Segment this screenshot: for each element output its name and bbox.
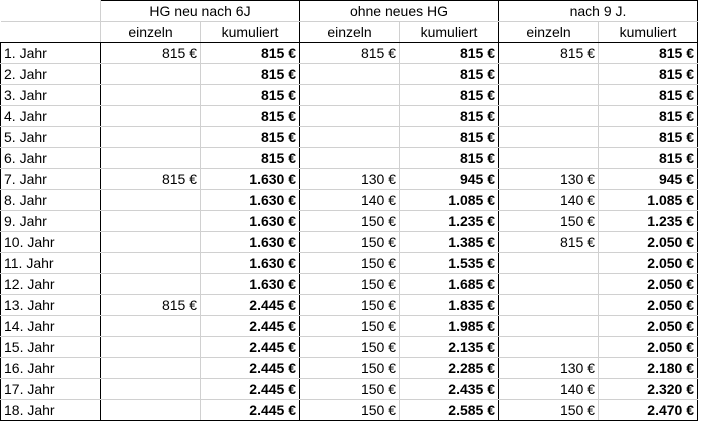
- row-label[interactable]: 5. Jahr: [1, 127, 101, 148]
- cell-kumuliert[interactable]: 815 €: [400, 127, 499, 148]
- cell-einzeln[interactable]: 815 €: [101, 169, 201, 190]
- table-row: [1, 316, 698, 337]
- row-label[interactable]: 2. Jahr: [1, 64, 101, 85]
- cell-kumuliert[interactable]: 2.320 €: [599, 379, 698, 400]
- cell-kumuliert[interactable]: 2.445 €: [201, 379, 300, 400]
- row-label[interactable]: 16. Jahr: [1, 358, 101, 379]
- subheader-kumuliert[interactable]: kumuliert: [599, 22, 698, 43]
- cell-kumuliert[interactable]: 2.445 €: [201, 337, 300, 358]
- table-row: [1, 64, 698, 85]
- cell-einzeln[interactable]: 150 €: [300, 211, 400, 232]
- cell-kumuliert[interactable]: 2.050 €: [599, 232, 698, 253]
- cell-einzeln[interactable]: [499, 127, 599, 148]
- cell-einzeln[interactable]: [499, 148, 599, 169]
- cell-einzeln[interactable]: 150 €: [499, 400, 599, 421]
- cell-einzeln[interactable]: 130 €: [499, 169, 599, 190]
- table-row: [1, 232, 698, 253]
- cell-einzeln[interactable]: [101, 211, 201, 232]
- cell-kumuliert[interactable]: 1.535 €: [400, 253, 499, 274]
- table-row: [1, 211, 698, 232]
- cell-kumuliert[interactable]: 815 €: [201, 43, 300, 64]
- cell-kumuliert[interactable]: 2.585 €: [400, 400, 499, 421]
- cell-einzeln[interactable]: 815 €: [499, 43, 599, 64]
- row-label[interactable]: 1. Jahr: [1, 43, 101, 64]
- cell-kumuliert[interactable]: 2.445 €: [201, 400, 300, 421]
- cell-einzeln[interactable]: [101, 379, 201, 400]
- cell-kumuliert[interactable]: 815 €: [400, 43, 499, 64]
- subheader-kumuliert[interactable]: kumuliert: [400, 22, 499, 43]
- row-label[interactable]: 9. Jahr: [1, 211, 101, 232]
- cell-einzeln[interactable]: 130 €: [300, 169, 400, 190]
- cell-kumuliert[interactable]: 2.435 €: [400, 379, 499, 400]
- cell-kumuliert[interactable]: 1.685 €: [400, 274, 499, 295]
- cell-einzeln[interactable]: 150 €: [300, 337, 400, 358]
- table-row: [1, 337, 698, 358]
- cell-kumuliert[interactable]: 1.085 €: [400, 190, 499, 211]
- cell-einzeln[interactable]: [101, 274, 201, 295]
- cell-kumuliert[interactable]: 815 €: [400, 106, 499, 127]
- cell-einzeln[interactable]: [101, 400, 201, 421]
- cell-einzeln[interactable]: [300, 148, 400, 169]
- table-row: [1, 127, 698, 148]
- cell-einzeln[interactable]: [499, 106, 599, 127]
- subheader-einzeln[interactable]: einzeln: [300, 22, 400, 43]
- row-label[interactable]: 15. Jahr: [1, 337, 101, 358]
- corner-cell[interactable]: [1, 1, 101, 22]
- cell-einzeln[interactable]: [101, 64, 201, 85]
- cell-kumuliert[interactable]: 1.985 €: [400, 316, 499, 337]
- cell-kumuliert[interactable]: 1.630 €: [201, 211, 300, 232]
- row-label[interactable]: 7. Jahr: [1, 169, 101, 190]
- cell-einzeln[interactable]: 140 €: [300, 190, 400, 211]
- cell-kumuliert[interactable]: 815 €: [400, 148, 499, 169]
- cell-einzeln[interactable]: [499, 64, 599, 85]
- cell-einzeln[interactable]: 150 €: [499, 211, 599, 232]
- table-body: [1, 1, 698, 421]
- cell-kumuliert[interactable]: 815 €: [599, 148, 698, 169]
- cell-kumuliert[interactable]: 815 €: [201, 106, 300, 127]
- cell-einzeln[interactable]: 130 €: [499, 358, 599, 379]
- row-label[interactable]: 17. Jahr: [1, 379, 101, 400]
- cell-einzeln[interactable]: 815 €: [499, 232, 599, 253]
- header-row-sub: [1, 22, 698, 43]
- cell-einzeln[interactable]: [101, 190, 201, 211]
- cell-kumuliert[interactable]: 2.050 €: [599, 295, 698, 316]
- cell-kumuliert[interactable]: 1.835 €: [400, 295, 499, 316]
- cell-einzeln[interactable]: [300, 106, 400, 127]
- cell-kumuliert[interactable]: 1.630 €: [201, 232, 300, 253]
- cell-einzeln[interactable]: 150 €: [300, 400, 400, 421]
- cell-kumuliert[interactable]: 945 €: [599, 169, 698, 190]
- cell-einzeln[interactable]: 150 €: [300, 379, 400, 400]
- cell-einzeln[interactable]: 150 €: [300, 295, 400, 316]
- cell-kumuliert[interactable]: 815 €: [599, 43, 698, 64]
- cell-kumuliert[interactable]: 2.050 €: [599, 316, 698, 337]
- cell-kumuliert[interactable]: 815 €: [201, 148, 300, 169]
- table-row: [1, 169, 698, 190]
- cell-einzeln[interactable]: 150 €: [300, 232, 400, 253]
- cell-kumuliert[interactable]: 1.630 €: [201, 190, 300, 211]
- group-header-ohne-hg[interactable]: ohne neues HG: [300, 1, 499, 22]
- cell-einzeln[interactable]: [101, 127, 201, 148]
- header-row-groups: [1, 1, 698, 22]
- cell-einzeln[interactable]: [499, 274, 599, 295]
- table-row: [1, 43, 698, 64]
- cell-einzeln[interactable]: 815 €: [101, 295, 201, 316]
- cell-kumuliert[interactable]: 1.385 €: [400, 232, 499, 253]
- table-row: [1, 379, 698, 400]
- cell-kumuliert[interactable]: 2.445 €: [201, 295, 300, 316]
- cell-kumuliert[interactable]: 2.445 €: [201, 358, 300, 379]
- cell-einzeln[interactable]: 150 €: [300, 253, 400, 274]
- row-label[interactable]: 11. Jahr: [1, 253, 101, 274]
- cell-kumuliert[interactable]: 815 €: [201, 127, 300, 148]
- table-row: [1, 148, 698, 169]
- cell-kumuliert[interactable]: 815 €: [599, 106, 698, 127]
- cell-kumuliert[interactable]: 2.050 €: [599, 253, 698, 274]
- cell-einzeln[interactable]: [101, 316, 201, 337]
- table-row: [1, 190, 698, 211]
- subheader-einzeln[interactable]: einzeln: [499, 22, 599, 43]
- cell-einzeln[interactable]: [499, 85, 599, 106]
- cell-einzeln[interactable]: [101, 253, 201, 274]
- table-row: [1, 253, 698, 274]
- table-row: [1, 400, 698, 421]
- cell-einzeln[interactable]: [499, 295, 599, 316]
- cell-einzeln[interactable]: [300, 127, 400, 148]
- table-row: [1, 358, 698, 379]
- row-label[interactable]: 4. Jahr: [1, 106, 101, 127]
- cell-kumuliert[interactable]: 815 €: [599, 64, 698, 85]
- cell-einzeln[interactable]: 815 €: [300, 43, 400, 64]
- cell-kumuliert[interactable]: 815 €: [201, 85, 300, 106]
- row-label[interactable]: 6. Jahr: [1, 148, 101, 169]
- cell-kumuliert[interactable]: 2.050 €: [599, 274, 698, 295]
- cell-kumuliert[interactable]: 815 €: [599, 127, 698, 148]
- cell-einzeln[interactable]: [101, 106, 201, 127]
- cell-kumuliert[interactable]: 2.445 €: [201, 316, 300, 337]
- subheader-einzeln[interactable]: einzeln: [101, 22, 201, 43]
- row-label[interactable]: 13. Jahr: [1, 295, 101, 316]
- cell-kumuliert[interactable]: 815 €: [400, 64, 499, 85]
- cell-einzeln[interactable]: [300, 64, 400, 85]
- cell-kumuliert[interactable]: 815 €: [400, 85, 499, 106]
- cell-kumuliert[interactable]: 2.135 €: [400, 337, 499, 358]
- cell-einzeln[interactable]: 150 €: [300, 274, 400, 295]
- cell-einzeln[interactable]: [101, 85, 201, 106]
- cell-kumuliert[interactable]: 1.085 €: [599, 190, 698, 211]
- cell-kumuliert[interactable]: 1.630 €: [201, 253, 300, 274]
- table-row: [1, 85, 698, 106]
- row-label[interactable]: 3. Jahr: [1, 85, 101, 106]
- row-label[interactable]: 12. Jahr: [1, 274, 101, 295]
- cell-einzeln[interactable]: [499, 253, 599, 274]
- row-label[interactable]: 8. Jahr: [1, 190, 101, 211]
- cell-kumuliert[interactable]: 815 €: [599, 85, 698, 106]
- cell-einzeln[interactable]: [101, 148, 201, 169]
- cell-einzeln[interactable]: 140 €: [499, 190, 599, 211]
- cell-einzeln[interactable]: [101, 232, 201, 253]
- group-header-hg-neu[interactable]: HG neu nach 6J: [101, 1, 300, 22]
- cell-kumuliert[interactable]: 2.180 €: [599, 358, 698, 379]
- cell-kumuliert[interactable]: 945 €: [400, 169, 499, 190]
- cell-einzeln[interactable]: 150 €: [300, 358, 400, 379]
- cell-einzeln[interactable]: [101, 337, 201, 358]
- corner-cell-2[interactable]: [1, 22, 101, 43]
- cell-kumuliert[interactable]: 1.235 €: [599, 211, 698, 232]
- cell-einzeln[interactable]: [300, 85, 400, 106]
- cell-kumuliert[interactable]: 2.050 €: [599, 337, 698, 358]
- cell-einzeln[interactable]: [499, 337, 599, 358]
- cell-einzeln[interactable]: [499, 316, 599, 337]
- cell-einzeln[interactable]: [101, 358, 201, 379]
- cell-einzeln[interactable]: 150 €: [300, 316, 400, 337]
- cell-einzeln[interactable]: 815 €: [101, 43, 201, 64]
- row-label[interactable]: 18. Jahr: [1, 400, 101, 421]
- cell-einzeln[interactable]: 140 €: [499, 379, 599, 400]
- cell-kumuliert[interactable]: 815 €: [201, 64, 300, 85]
- row-label[interactable]: 10. Jahr: [1, 232, 101, 253]
- cell-kumuliert[interactable]: 1.630 €: [201, 169, 300, 190]
- cell-kumuliert[interactable]: 1.235 €: [400, 211, 499, 232]
- table-row: [1, 106, 698, 127]
- subheader-kumuliert[interactable]: kumuliert: [201, 22, 300, 43]
- cell-kumuliert[interactable]: 2.470 €: [599, 400, 698, 421]
- group-header-nach-9j[interactable]: nach 9 J.: [499, 1, 698, 22]
- cell-kumuliert[interactable]: 2.285 €: [400, 358, 499, 379]
- row-label[interactable]: 14. Jahr: [1, 316, 101, 337]
- cell-kumuliert[interactable]: 1.630 €: [201, 274, 300, 295]
- table-row: [1, 274, 698, 295]
- table-row: [1, 295, 698, 316]
